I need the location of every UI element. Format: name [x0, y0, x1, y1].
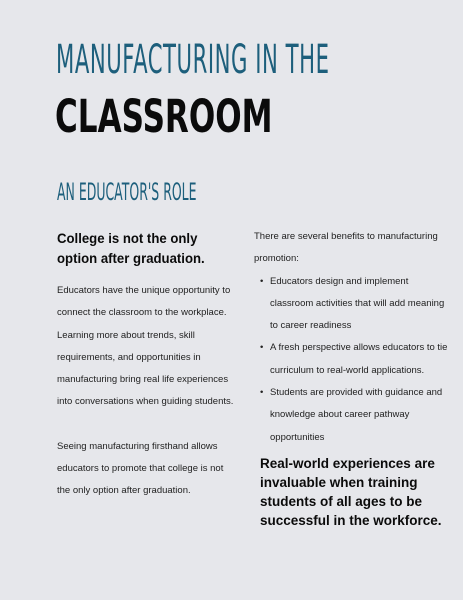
benefits-intro [254, 226, 444, 271]
intro-line: There are several benefits to manufacturing [254, 231, 438, 242]
list-item-line: Students are provided with guidance and [270, 387, 443, 399]
list-item-line: knowledge about career pathway [270, 409, 410, 421]
title-line-1: MANUFACTURING IN THE [56, 37, 330, 83]
paragraph-line: manufacturing bring real life experiences [57, 374, 229, 386]
paragraph-line: Educators have the unique opportunity to [57, 285, 231, 296]
list-item-line: opportunities [270, 431, 325, 443]
paragraph-1 [57, 280, 237, 414]
callout-line: Real-world experiences are [260, 456, 435, 471]
bullet-icon: • [260, 387, 264, 399]
paragraph-2 [57, 436, 237, 503]
lead-line: College is not the only [57, 230, 198, 246]
bullet-icon: • [260, 342, 264, 354]
lead-line: option after graduation. [57, 250, 205, 266]
callout-line: successful in the workforce. [260, 513, 442, 528]
section-subtitle: AN EDUCATOR'S ROLE [57, 178, 197, 206]
list-item-line: to career readiness [270, 320, 352, 332]
list-item-line: A fresh perspective allows educators to tie [270, 342, 448, 354]
right-column [254, 226, 448, 449]
paragraph-line: Learning more about trends, skill [57, 329, 195, 341]
list-item-line: classroom activities that will add meaning [270, 297, 445, 309]
paragraph-line: Seeing manufacturing firsthand allows [57, 440, 218, 452]
callout-line: invaluable when training [260, 475, 418, 490]
list-item [254, 382, 444, 449]
paragraph-line: connect the classroom to the workplace. [57, 307, 227, 319]
callout-quote [260, 454, 440, 530]
paragraph-line: into conversations when guiding students. [57, 396, 234, 408]
callout-line: students of all ages to be [260, 494, 423, 509]
list-item-line: Educators design and implement [270, 275, 409, 287]
list-item-line: curriculum to real-world applications. [270, 364, 425, 376]
paragraph-line: requirements, and opportunities in [57, 351, 201, 363]
intro-line: promotion: [254, 253, 299, 265]
bullet-icon: • [260, 275, 264, 287]
list-item [254, 337, 448, 382]
list-item [254, 271, 444, 338]
paragraph-line: the only option after graduation. [57, 485, 191, 497]
lead-heading [57, 228, 226, 268]
title-line-2: CLASSROOM [55, 90, 273, 143]
benefits-list [254, 271, 448, 449]
left-column [57, 228, 237, 503]
paragraph-line: educators to promote that college is not [57, 463, 224, 475]
